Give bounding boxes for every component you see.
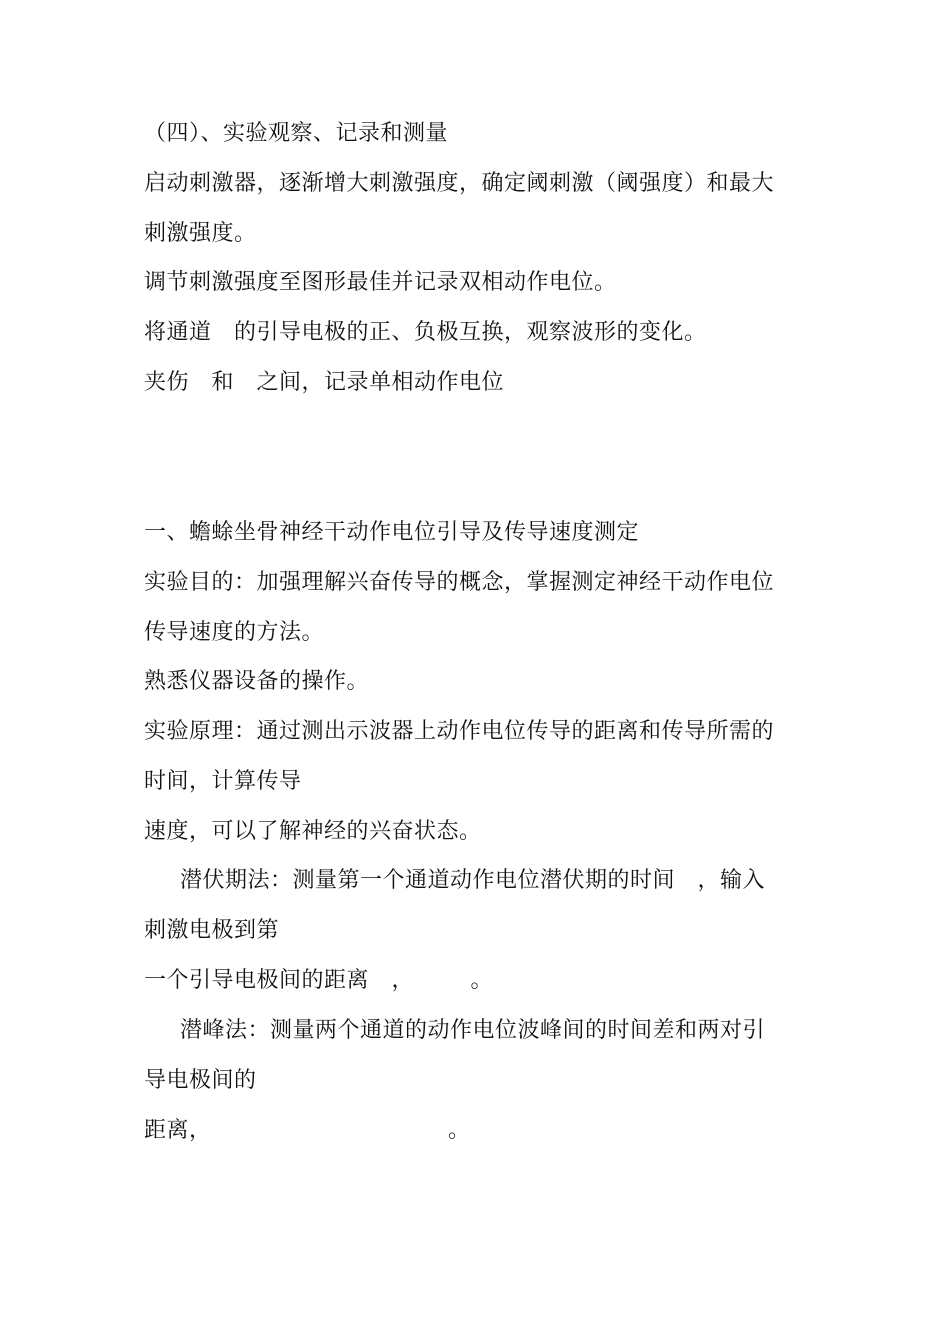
paragraph-line: 传导速度的方法。 bbox=[144, 620, 325, 645]
paragraph-line: 夹伤 和 之间，记录单相动作电位 bbox=[144, 370, 505, 395]
paragraph-line: 将通道 的引导电极的正、负极互换，观察波形的变化。 bbox=[144, 320, 707, 345]
paragraph-line: 一个引导电极间的距离 ， 。 bbox=[144, 968, 494, 993]
paragraph-line: 导电极间的 bbox=[144, 1068, 257, 1093]
experiment-title: 一、蟾蜍坐骨神经干动作电位引导及传导速度测定 bbox=[144, 520, 640, 545]
paragraph-line: 速度，可以了解神经的兴奋状态。 bbox=[144, 819, 482, 844]
paragraph-line: 实验目的：加强理解兴奋传导的概念，掌握测定神经干动作电位 bbox=[144, 570, 775, 595]
paragraph-line: 刺激强度。 bbox=[144, 221, 257, 246]
paragraph-line: 启动刺激器，逐渐增大刺激强度，确定阈刺激（阈强度）和最大 bbox=[144, 171, 775, 196]
paragraph-line: 潜伏期法：测量第一个通道动作电位潜伏期的时间 ，输入 bbox=[180, 868, 766, 893]
paragraph-line: 距离， 。 bbox=[144, 1118, 471, 1143]
paragraph-line: 调节刺激强度至图形最佳并记录双相动作电位。 bbox=[144, 270, 617, 295]
paragraph-line: 潜峰法：测量两个通道的动作电位波峰间的时间差和两对引 bbox=[180, 1018, 766, 1043]
paragraph-line: 时间，计算传导 bbox=[144, 769, 302, 794]
paragraph-line: 实验原理：通过测出示波器上动作电位传导的距离和传导所需的 bbox=[144, 719, 775, 744]
paragraph-line: 熟悉仪器设备的操作。 bbox=[144, 669, 370, 694]
section-heading: （四）、实验观察、记录和测量 bbox=[144, 121, 449, 146]
paragraph-line: 刺激电极到第 bbox=[144, 918, 280, 943]
